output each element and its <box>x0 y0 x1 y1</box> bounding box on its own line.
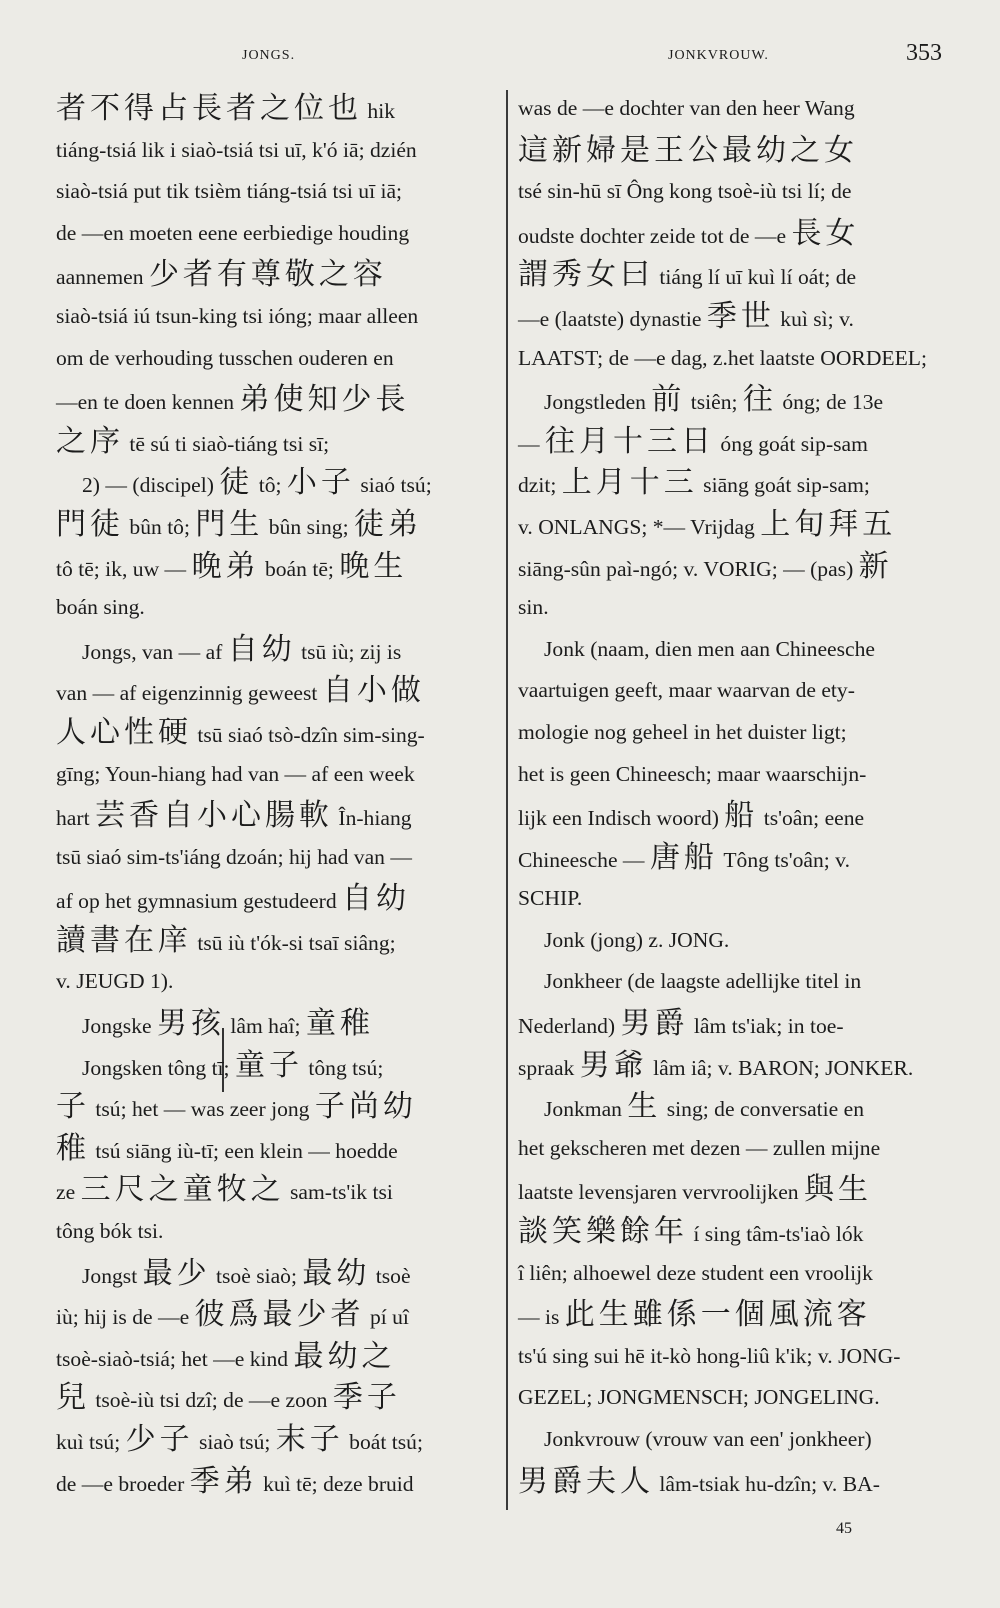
right-column-line <box>518 130 946 172</box>
signature-mark: 45 <box>836 1520 852 1537</box>
chinese-characters: 自幼 <box>342 881 411 917</box>
chinese-characters: 晚生 <box>339 548 408 584</box>
left-column-line: tsoè-siaò-tsiá; het —e kind 最幼之 <box>56 1338 396 1374</box>
left-column-line: iù; hij is de —e 彼爲最少者 pí uî <box>56 1297 409 1333</box>
chinese-characters: 往 <box>742 382 777 418</box>
left-column-line: —en te doen kennen 弟使知少長 <box>56 382 410 418</box>
chinese-characters: 季子 <box>332 1380 401 1416</box>
left-column-line: Jongske 男孩 lâm haî; 童稚 <box>82 1006 374 1042</box>
chinese-characters: 與生 <box>804 1172 873 1208</box>
right-column-line: het is geen Chineesch; maar waarschijn- <box>518 761 867 786</box>
page-header <box>0 38 1000 78</box>
right-column-line: laatste levensjaren vervroolijken 與生 <box>518 1172 873 1208</box>
right-column-line: vaartuigen geeft, maar waarvan de ety- <box>518 678 855 703</box>
chinese-characters: 上旬拜五 <box>760 506 897 542</box>
left-column-line: tiáng-tsiá lik i siaò-tsiá tsi uī, k'ó iā; dzién <box>56 137 417 162</box>
chinese-characters: 最幼 <box>302 1255 371 1291</box>
chinese-characters: 讀書在庠 <box>56 922 192 958</box>
chinese-characters: 前 <box>651 382 686 418</box>
chinese-characters: 船 <box>724 798 759 834</box>
right-column-line: Chineesche — 唐船 Tông ts'oân; v. <box>518 839 850 875</box>
right-column-line: oudste dochter zeide tot de —e 長女 <box>518 215 860 251</box>
chinese-characters: 芸香自小心腸軟 <box>94 798 333 834</box>
right-column-line: Jonkvrouw (vrouw van een' jonkheer) <box>544 1427 872 1451</box>
chinese-characters: 童子 <box>234 1047 303 1083</box>
chinese-characters: 這新婦是王公最幼之女 <box>518 132 858 168</box>
chinese-characters: 男爵 <box>620 1006 689 1042</box>
chinese-characters: 季世 <box>706 298 775 334</box>
left-column-line: boán sing. <box>56 595 145 620</box>
left-column-line: 門徒 bûn tô; 門生 bûn sing; 徒弟 <box>56 506 422 542</box>
right-column-line: Jonk (naam, dien men aan Chineesche <box>544 636 875 661</box>
right-column <box>518 88 946 1502</box>
chinese-characters: 徒 <box>219 465 254 501</box>
chinese-characters: 男爺 <box>579 1047 648 1083</box>
right-column-line: dzit; 上月十三 siāng goát sip-sam; <box>518 465 870 501</box>
chinese-characters: 少者有尊敬之容 <box>148 257 387 293</box>
chinese-characters: 生 <box>627 1089 662 1125</box>
left-column-line: 人心性硬 tsū siaó tsò-dzîn sim-sing- <box>56 714 425 750</box>
right-column-line: het gekscheren met dezen — zullen mijne <box>518 1135 881 1160</box>
chinese-characters: 晚弟 <box>191 548 260 584</box>
right-column-line: LAATST; de —e dag, z.het laatste OORDEEL; <box>518 345 927 370</box>
chinese-characters: 新 <box>858 548 893 584</box>
left-column-line: 之序 tē sú ti siaò-tiáng tsi sī; <box>56 423 330 459</box>
chinese-characters: 長女 <box>791 215 860 251</box>
left-column <box>56 88 496 1502</box>
left-column-line: kuì tsú; 少子 siaò tsú; 末子 boát tsú; <box>56 1422 423 1457</box>
left-column-line: ze 三尺之童牧之 sam-ts'ik tsi <box>56 1172 393 1208</box>
chinese-characters: 最少 <box>142 1255 211 1291</box>
chinese-characters: 小子 <box>286 465 355 501</box>
left-column-line: 讀書在庠 tsū iù t'ók-si tsaī siâng; <box>56 922 396 958</box>
left-column-line: gīng; Youn-hiang had van — af een week <box>56 761 415 786</box>
left-column-line: Jongsken tông tī; 童子 tông tsú; <box>82 1047 384 1083</box>
chinese-characters: 者不得占長者之位也 <box>56 91 362 126</box>
right-column-line: 男爵夫人 lâm-tsiak hu-dzîn; v. BA- <box>518 1463 880 1499</box>
right-column-line: 談笑樂餘年 í sing tâm-ts'iaò lók <box>518 1214 864 1250</box>
chinese-characters: 談笑樂餘年 <box>518 1214 688 1250</box>
left-column-line: 子 tsú; het — was zeer jong 子尚幼 <box>56 1089 417 1125</box>
right-column-line: siāng-sûn paì-ngó; v. VORIG; — (pas) 新 <box>518 548 893 584</box>
chinese-characters: 稚 <box>56 1130 90 1166</box>
right-column-line: SCHIP. <box>518 886 583 911</box>
right-column-line: Nederland) 男爵 lâm ts'iak; in toe- <box>518 1006 844 1042</box>
chinese-characters: 上月十三 <box>561 465 698 501</box>
left-column-line: 兒 tsoè-iù tsi dzî; de —e zoon 季子 <box>56 1380 401 1416</box>
right-column-line: v. ONLANGS; *— Vrijdag 上旬拜五 <box>518 506 897 542</box>
chinese-characters: 弟使知少長 <box>239 382 410 418</box>
chinese-characters: 自小做 <box>322 673 425 709</box>
right-column-line: GEZEL; JONGMENSCH; JONGELING. <box>518 1385 880 1410</box>
left-column-line: af op het gymnasium gestudeerd 自幼 <box>56 881 411 917</box>
right-column-line: sin. <box>518 595 549 620</box>
right-column-line: was de —e dochter van den heer Wang <box>518 96 855 120</box>
right-column-line: ts'ú sing sui hē it-kò hong-liû k'ik; v. JONG- <box>518 1343 901 1368</box>
chinese-characters: 自幼 <box>227 631 296 667</box>
chinese-characters: 彼爲最少者 <box>194 1297 365 1333</box>
chinese-characters: 之序 <box>56 423 124 459</box>
chinese-characters: 門生 <box>195 506 264 542</box>
left-column-line: siaò-tsiá put tik tsièm tiáng-tsiá tsi uī iā; <box>56 179 403 204</box>
chinese-characters: 三尺之童牧之 <box>80 1172 285 1208</box>
left-column-line: Jongs, van — af 自幼 tsū iù; zij is <box>82 631 402 667</box>
chinese-characters: 往月十三日 <box>545 423 715 459</box>
left-column-line: de —e broeder 季弟 kuì tē; deze bruid <box>56 1463 414 1499</box>
right-column-line: —e (laatste) dynastie 季世 kuì sì; v. <box>518 298 854 334</box>
chinese-characters: 謂秀女曰 <box>518 257 654 293</box>
left-column-line: hart 芸香自小心腸軟 În-hiang <box>56 798 412 834</box>
right-column-line: 謂秀女曰 tiáng lí uī kuì lí oát; de <box>518 257 857 293</box>
chinese-characters: 唐船 <box>649 839 718 875</box>
left-column-line: siaò-tsiá iú tsun-king tsi ióng; maar alleen <box>56 303 419 328</box>
left-column-line: v. JEUGD 1). <box>56 969 174 994</box>
left-column-line: 者不得占長者之位也 hik <box>56 91 395 126</box>
right-column-line: — is 此生雖係一個風流客 <box>518 1297 871 1333</box>
right-column-line: Jonkman 生 sing; de conversatie en <box>544 1089 865 1125</box>
chinese-characters: 童稚 <box>305 1006 374 1042</box>
right-column-line: spraak 男爺 lâm iâ; v. BARON; JONKER. <box>518 1047 914 1083</box>
chinese-characters: 人心性硬 <box>56 714 192 750</box>
left-column-line: om de verhouding tusschen ouderen en <box>56 345 394 370</box>
left-column-line: 稚 tsú siāng iù-tī; een klein — hoedde <box>56 1130 398 1166</box>
right-column-line: Jonkheer (de laagste adellijke titel in <box>544 969 862 994</box>
left-column-line: tsū siaó sim-ts'iáng dzoán; hij had van — <box>56 844 412 869</box>
right-column-line: Jonk (jong) z. JONG. <box>544 927 730 952</box>
left-column-line: 2) — (discipel) 徒 tô; 小子 siaó tsú; <box>82 465 432 501</box>
left-column-line: de —en moeten eene eerbiedige houding <box>56 220 410 245</box>
chinese-characters: 男孩 <box>156 1006 225 1042</box>
left-column-line: Jongst 最少 tsoè siaò; 最幼 tsoè <box>82 1255 411 1291</box>
chinese-characters: 徒弟 <box>353 506 422 542</box>
chinese-characters: 季弟 <box>189 1463 258 1499</box>
chinese-characters: 此生雖係一個風流客 <box>564 1297 871 1333</box>
chinese-characters: 子 <box>56 1089 90 1125</box>
column-divider <box>506 90 508 1510</box>
left-column-line: tông bók tsi. <box>56 1219 164 1244</box>
header-right-word: JONKVROUW. <box>668 48 769 63</box>
chinese-characters: 男爵夫人 <box>518 1463 654 1499</box>
right-column-line: î liên; alhoewel deze student een vroolijk <box>518 1260 873 1285</box>
chinese-characters: 最幼之 <box>293 1338 396 1374</box>
chinese-characters: 少子 <box>125 1422 194 1457</box>
left-column-line: aannemen 少者有尊敬之容 <box>56 257 387 293</box>
chinese-characters: 子尚幼 <box>314 1089 417 1125</box>
left-column-line: van — af eigenzinnig geweest 自小做 <box>56 673 425 709</box>
left-column-line: tô tē; ik, uw — 晚弟 boán tē; 晚生 <box>56 548 408 584</box>
chinese-characters: 兒 <box>56 1380 90 1416</box>
page-number: 353 <box>906 40 942 66</box>
header-left-word: JONGS. <box>242 48 296 63</box>
right-column-line: mologie nog geheel in het duister ligt; <box>518 719 847 744</box>
chinese-characters: 門徒 <box>56 506 124 542</box>
right-column-line: tsé sin-hū sī Ông kong tsoè-iù tsi lí; de <box>518 179 852 204</box>
right-column-line: Jongstleden 前 tsiên; 往 óng; de 13e <box>544 382 884 418</box>
right-column-line: lijk een Indisch woord) 船 ts'oân; eene <box>518 798 865 834</box>
chinese-characters: 末子 <box>275 1422 344 1457</box>
right-column-line: — 往月十三日 óng goát sip-sam <box>518 423 868 459</box>
